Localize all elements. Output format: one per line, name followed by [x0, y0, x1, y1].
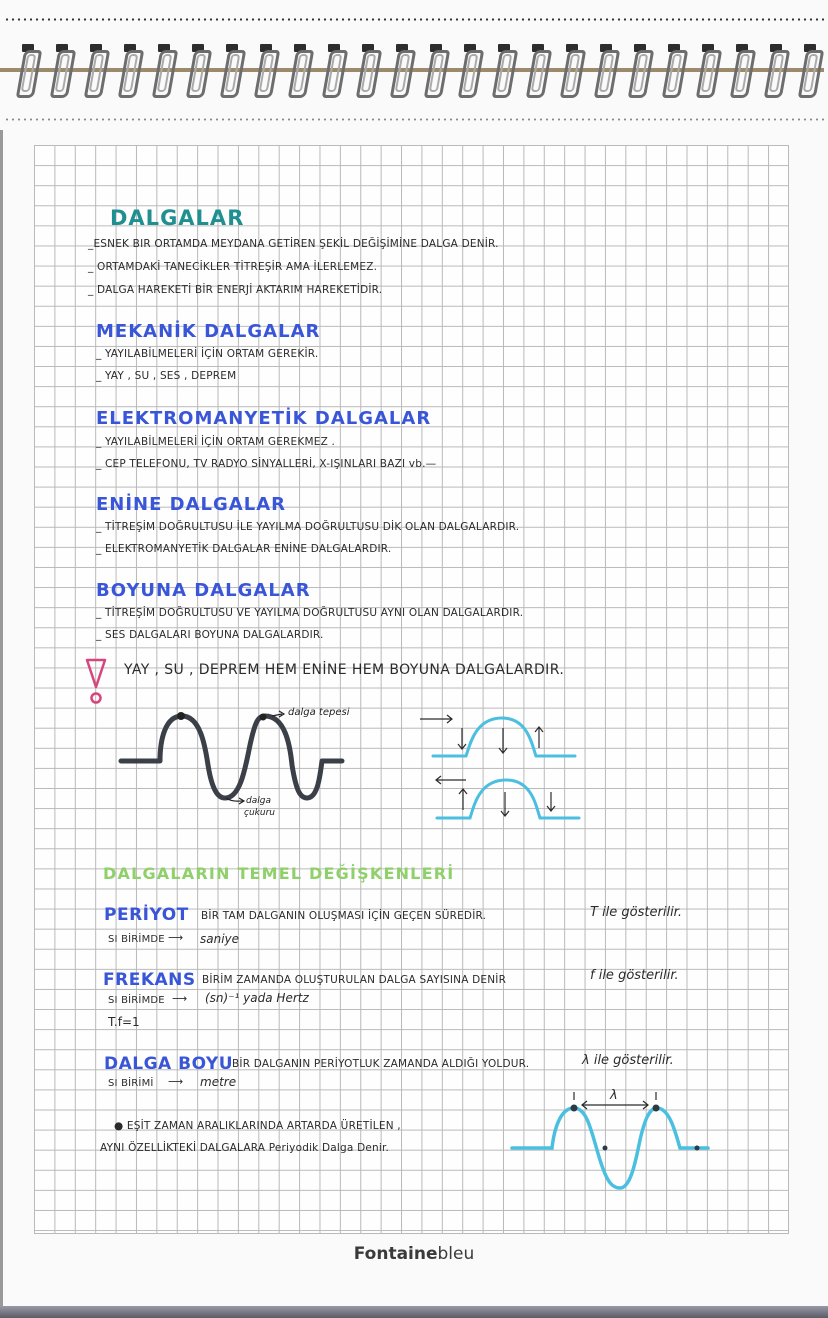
dalgalar-line-2: _ ORTAMDAKİ TANECİKLER TİTREŞİR AMA İLERLEMEZ. [88, 261, 378, 273]
page-edge-bottom [0, 1306, 828, 1318]
frekans-formula: T.f=1 [108, 1015, 140, 1029]
enine-line-1: _ TİTREŞİM DOĞRULTUSU İLE YAYILMA DOĞRULTUSU DİK OLAN DALGALARDIR. [96, 521, 520, 533]
trough-label-line1: dalga [246, 796, 271, 806]
dalgalar-line-1: _ESNEK BIR ORTAMDA MEYDANA GETİREN ŞEKİL DEĞİŞİMİNE DALGA DENİR. [88, 238, 499, 250]
heading-temel-degiskenler: DALGALARIN TEMEL DEĞİŞKENLERİ [103, 864, 455, 883]
trough-label-line2: çukuru [244, 808, 275, 818]
periyot-definition: BİR TAM DALGANIN OLUŞMASI İÇİN GEÇEN SÜREDİR. [201, 910, 487, 922]
dalga-boyu-si-label: SI BİRİMİ [108, 1078, 154, 1089]
warning-text: YAY , SU , DEPREM HEM ENİNE HEM BOYUNA DALGALARDIR. [124, 662, 565, 678]
periyodik-line-2: AYNI ÖZELLİKTEKİ DALGALARA Periyodik Dalga Denir. [100, 1142, 390, 1154]
periyot-symbol-note: T ile gösterilir. [590, 905, 682, 920]
heading-mekanik-dalgalar: MEKANİK DALGALAR [96, 321, 321, 342]
boyuna-line-1: _ TİTREŞİM DOĞRULTUSU VE YAYILMA DOĞRULTUSU AYNI OLAN DALGALARDIR. [96, 607, 524, 619]
heading-dalgalar: DALGALAR [110, 206, 245, 230]
dalgalar-line-3: _ DALGA HAREKETİ BİR ENERJİ AKTARIM HAREKETİDİR. [88, 284, 383, 296]
frekans-si-value: (sn)⁻¹ yada Hertz [205, 991, 309, 1005]
boyuna-line-2: _ SES DALGALARI BOYUNA DALGALARDIR. [96, 629, 324, 641]
elektromanyetik-line-2: _ CEP TELEFONU, TV RADYO SİNYALLERİ, X-IŞINLARI BAZI vb.— [96, 458, 437, 470]
keyword-frekans: FREKANS [103, 970, 196, 990]
brand-light: bleu [437, 1244, 475, 1264]
lambda-label: λ [610, 1088, 618, 1103]
mekanik-line-2: _ YAY , SU , SES , DEPREM [96, 370, 237, 382]
periyot-si-arrow: ⟶ [168, 932, 184, 944]
brand-logo [0, 1244, 828, 1264]
periyot-si-label: SI BİRİMDE [108, 934, 165, 945]
frekans-si-arrow: ⟶ [172, 993, 188, 1005]
brand-bold: Fontaine [353, 1244, 438, 1264]
crest-label: dalga tepesi [288, 707, 350, 718]
heading-elektromanyetik-dalgalar: ELEKTROMANYETİK DALGALAR [96, 408, 432, 429]
dalga-boyu-si-value: metre [200, 1075, 237, 1089]
periyodik-line-1: ● EŞİT ZAMAN ARALIKLARINDA ARTARDA ÜRETİLEN , [114, 1120, 401, 1132]
elektromanyetik-line-1: _ YAYILABİLMELERİ İÇİN ORTAM GEREKMEZ . [96, 436, 336, 448]
dalga-boyu-definition: BİR DALGANIN PERİYOTLUK ZAMANDA ALDIĞI YOLDUR. [232, 1058, 530, 1070]
keyword-periyot: PERİYOT [104, 905, 189, 925]
mekanik-line-1: _ YAYILABİLMELERİ İÇİN ORTAM GEREKİR. [96, 348, 319, 360]
keyword-dalga-boyu: DALGA BOYU [104, 1054, 234, 1074]
frekans-definition: BİRİM ZAMANDA OLUŞTURULAN DALGA SAYISINA DENİR [202, 974, 507, 986]
frekans-symbol-note: f ile gösterilir. [590, 968, 679, 983]
enine-line-2: _ ELEKTROMANYETİK DALGALAR ENİNE DALGALARDIR. [96, 543, 392, 555]
dalga-boyu-si-arrow: ⟶ [168, 1076, 184, 1088]
dalga-boyu-symbol-note: λ ile gösterilir. [582, 1053, 674, 1068]
heading-boyuna-dalgalar: BOYUNA DALGALAR [96, 580, 311, 601]
periyot-si-value: saniye [200, 932, 240, 946]
frekans-si-label: SI BİRİMDE [108, 995, 165, 1006]
heading-enine-dalgalar: ENİNE DALGALAR [96, 494, 286, 515]
